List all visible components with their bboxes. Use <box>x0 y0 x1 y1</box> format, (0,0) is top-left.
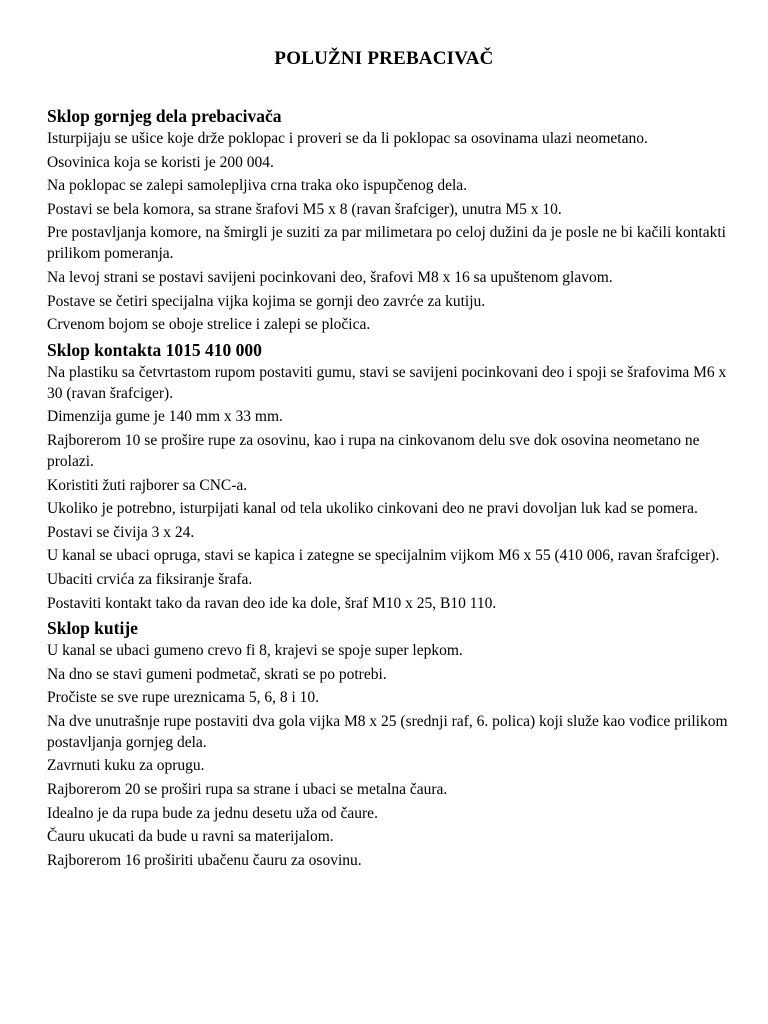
document-title: POLUŽNI PREBACIVAČ <box>274 48 494 69</box>
document-body <box>47 104 737 873</box>
paragraph: Isturpijaju se ušice koje drže poklopac i proveri se da li poklopac sa osovinama ulazi neometano. <box>47 130 648 147</box>
paragraph: Postavi se čivija 3 x 24. <box>47 523 195 541</box>
paragraph: Na dno se stavi gumeni podmetač, skrati se po potrebi. <box>47 665 387 683</box>
paragraph: U kanal se ubaci gumeno crevo fi 8, krajevi se spoje super lepkom. <box>47 642 463 660</box>
paragraph: Na dve unutrašnje rupe postaviti dva gola vijka M8 x 25 (srednji raf, 6. polica) koji služe kao vođice prilikom postavljanja gornjeg dela. <box>47 712 728 751</box>
paragraph: Čauru ukucati da bude u ravni sa materijalom. <box>47 828 334 846</box>
paragraph: Rajborerom 16 proširiti ubačenu čauru za osovinu. <box>47 851 362 869</box>
section-box-assembly <box>47 616 737 871</box>
paragraph: Postavi se bela komora, sa strane šrafovi M5 x 8 (ravan šrafciger), unutra M5 x 10. <box>47 200 562 218</box>
paragraph: Rajborerom 10 se prošire rupe za osovinu, kao i rupa na cinkovanom delu sve dok osovina neometano ne prolazi. <box>47 431 700 470</box>
paragraph: U kanal se ubaci opruga, stavi se kapica i zategne se specijalnim vijkom M6 x 55 (410 006, ravan šrafciger). <box>47 547 720 565</box>
paragraph: Zavrnuti kuku za oprugu. <box>47 757 205 775</box>
section-heading: Sklop kutije <box>47 618 138 639</box>
paragraph: Crvenom bojom se oboje strelice i zalepi se pločica. <box>47 316 371 334</box>
paragraph: Na plastiku sa četvrtastom rupom postaviti gumu, stavi se savijeni pocinkovani deo i spoji se šrafovima M6 x 30 (ravan šrafciger). <box>47 363 727 402</box>
paragraph: Osovinica koja se koristi je 200 004. <box>47 153 274 171</box>
paragraph: Na poklopac se zalepi samolepljiva crna traka oko ispupčenog dela. <box>47 177 468 195</box>
section-heading: Sklop gornjeg dela prebacivača <box>47 106 282 126</box>
section-upper-assembly <box>47 104 737 335</box>
paragraph: Ubaciti crvića za fiksiranje šrafa. <box>47 570 253 588</box>
paragraph: Pre postavljanja komore, na šmirgli je suziti za par milimetara po celoj dužini da je posle ne bi kačili kontakti prilikom pomeranja. <box>47 224 726 263</box>
paragraph: Idealno je da rupa bude za jednu desetu uža od čaure. <box>47 804 378 822</box>
paragraph: Rajborerom 20 se proširi rupa sa strane i ubaci se metalna čaura. <box>47 781 448 799</box>
section-heading: Sklop kontakta 1015 410 000 <box>47 339 262 360</box>
section-contact-assembly <box>47 338 737 614</box>
paragraph: Ukoliko je potrebno, isturpijati kanal od tela ukoliko cinkovani deo ne pravi dovoljan luk kad se pomera. <box>47 500 698 518</box>
paragraph: Pročiste se sve rupe ureznicama 5, 6, 8 i 10. <box>47 689 320 707</box>
paragraph: Na levoj strani se postavi savijeni pocinkovani deo, šrafovi M8 x 16 sa upuštenom glavom. <box>47 268 613 286</box>
paragraph: Postave se četiri specijalna vijka kojima se gornji deo zavrće za kutiju. <box>47 292 486 310</box>
paragraph: Postaviti kontakt tako da ravan deo ide ka dole, šraf M10 x 25, B10 110. <box>47 594 497 612</box>
paragraph: Koristiti žuti rajborer sa CNC-a. <box>47 476 248 494</box>
paragraph: Dimenzija gume je 140 mm x 33 mm. <box>47 408 283 426</box>
